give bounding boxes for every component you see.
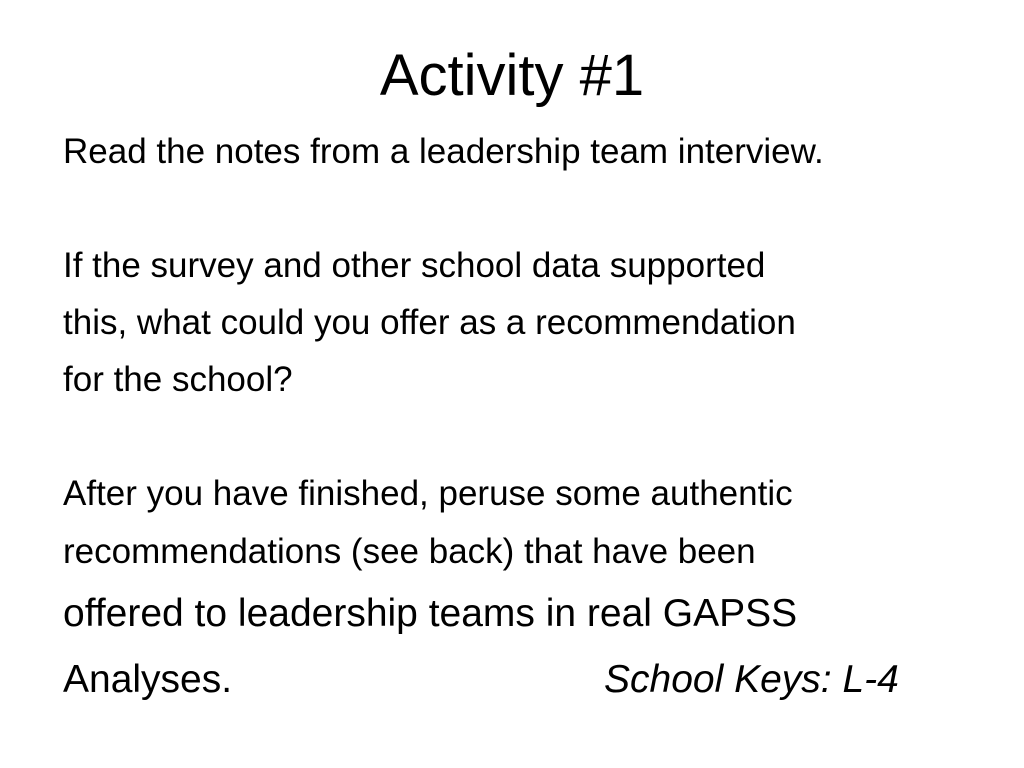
instruction-line-1: Read the notes from a leadership team interview. xyxy=(63,132,824,171)
followup-line-3: offered to leadership teams in real GAPSS xyxy=(63,592,798,635)
question-line-2: this, what could you offer as a recommendation xyxy=(63,303,796,342)
school-keys-reference: School Keys: L-4 xyxy=(604,658,899,701)
followup-line-2: recommendations (see back) that have been xyxy=(63,532,756,571)
followup-line-4: Analyses. xyxy=(63,658,233,701)
followup-line-1: After you have finished, peruse some authentic xyxy=(63,474,793,513)
slide-title: Activity #1 xyxy=(379,43,645,108)
question-line-1: If the survey and other school data supported xyxy=(63,246,766,285)
question-line-3: for the school? xyxy=(63,360,293,399)
